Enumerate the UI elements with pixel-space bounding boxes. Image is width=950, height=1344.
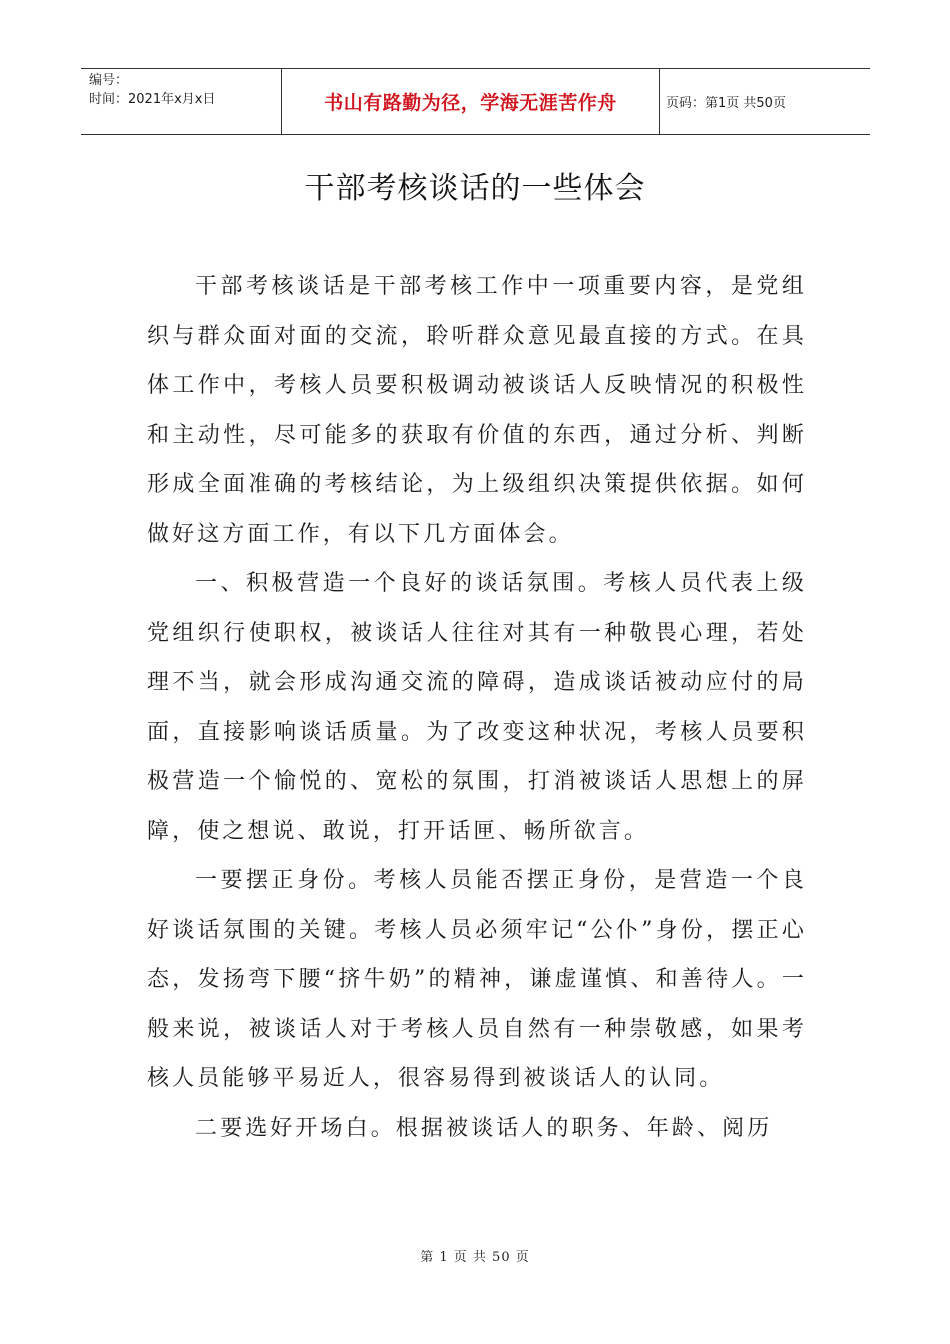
paragraph: 二要选好开场白。根据被谈话人的职务、年龄、阅历 <box>195 1115 773 1141</box>
paragraph: 一、积极营造一个良好的谈话氛围。考核人员代表上级党组织行使职权，被谈话人往往对其有一种敬畏心理，若处理不当，就会形成沟通交流的障碍，造成谈话被动应付的局面，直接影响谈话质量。为了改变这种状况，考核人员要积极营造一个愉悦的、宽松的氛围，打消被谈话人思想上的屏障，使之想说、敢说，打开话匣、畅所欲言。 <box>147 571 807 844</box>
paragraph: 干部考核谈话是干部考核工作中一项重要内容，是党组织与群众面对面的交流，聆听群众意见最直接的方式。在具体工作中，考核人员要积极调动被谈话人反映情况的积极性和主动性，尽可能多的获取有价值的东西，通过分析、判断形成全面准确的考核结论，为上级组织决策提供依据。如何做好这方面工作，有以下几方面体会。 <box>147 274 807 547</box>
header-page-info: 页码：第1页 共50页 <box>666 96 786 111</box>
page-footer: 第 1 页 共 50 页 <box>420 1250 530 1265</box>
header-motto-cell <box>282 69 660 134</box>
document-header <box>81 68 870 135</box>
header-page-info-cell <box>660 69 870 134</box>
document-body <box>147 262 807 1153</box>
header-meta <box>81 69 282 134</box>
paragraph: 一要摆正身份。考核人员能否摆正身份，是营造一个良好谈话氛围的关键。考核人员必须牢记“公仆”身份，摆正心态，发扬弯下腰“挤牛奶”的精神，谦虚谨慎、和善待人。一般来说，被谈话人对于考核人员自然有一种崇敬感，如果考核人员能够平易近人，很容易得到被谈话人的认同。 <box>147 868 807 1091</box>
number-label: 编号： <box>89 73 129 88</box>
document-title: 干部考核谈话的一些体会 <box>304 171 646 206</box>
header-motto: 书山有路勤为径，学海无涯苦作舟 <box>324 92 617 114</box>
time-label: 时间：2021年x月x日 <box>89 92 216 107</box>
